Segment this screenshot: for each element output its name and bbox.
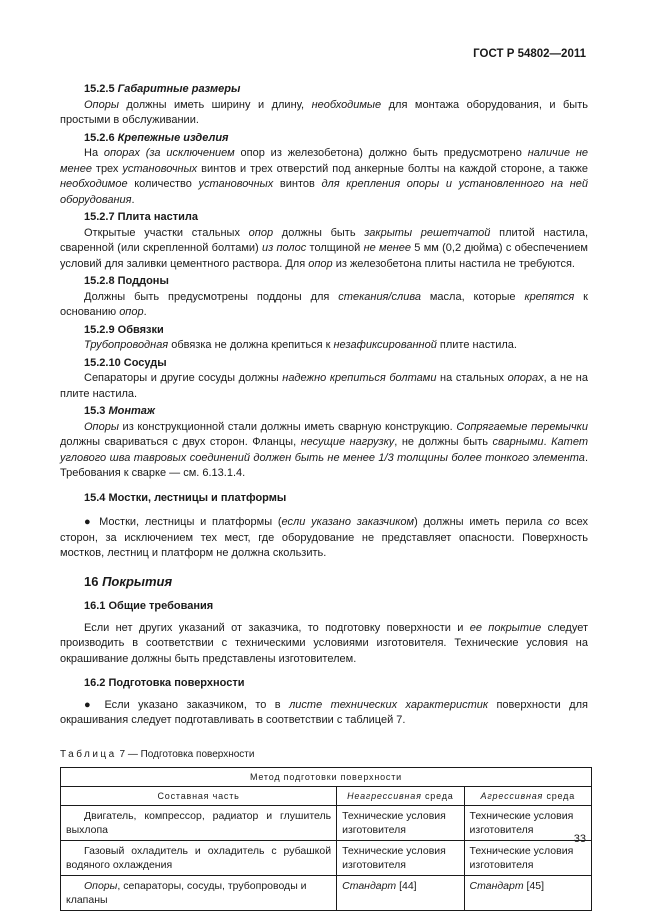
table-row bbox=[61, 841, 592, 876]
paragraph-16-1: Если нет других указаний от заказчика, то подготовку поверхности и ее покрытие следует производить в соответствии с техническими условиями изготовителя. Технические условия на окрашивание должны быть представлены изготовителем. bbox=[60, 621, 588, 665]
paragraph-15-2-8: Должны быть предусмотрены поддоны для стекания/слива масла, которые крепятся к основанию опор. bbox=[60, 290, 588, 318]
paragraph-15-2-9: Трубопроводная обвязка не должна крепиться к незафиксированной плите настила. bbox=[84, 339, 517, 351]
table-cell-aggressive: Стандарт [45] bbox=[464, 876, 591, 911]
page-number: 33 bbox=[573, 833, 586, 845]
heading-15-2-7: 15.2.7 Плита настила bbox=[84, 211, 198, 223]
column-header-part: Составная часть bbox=[61, 787, 337, 806]
paragraph-15-3: Опоры из конструкционной стали должны иметь сварную конструкцию. Сопрягаемые перемычки должны свариваться с двух сторон. Фланцы, несущие нагрузку, не должны быть сварными. Катет углового шва тавровых соединений должен быть не менее 1/3 толщины более тонкого элемента. Требования к сварке — см. 6.13.1.4. bbox=[60, 420, 588, 479]
table-row bbox=[61, 876, 592, 911]
heading-15-3: 15.3 Монтаж bbox=[84, 405, 155, 417]
table-cell-non-aggressive: Технические условия изготовителя bbox=[337, 841, 464, 876]
heading-16: 16 Покрытия bbox=[84, 573, 173, 589]
table-cell-non-aggressive: Технические условия изготовителя bbox=[337, 806, 464, 841]
heading-15-2-8: 15.2.8 Поддоны bbox=[84, 275, 169, 287]
column-header-non-aggressive: Неагрессивная среда bbox=[337, 787, 464, 806]
heading-15-2-10: 15.2.10 Сосуды bbox=[84, 356, 167, 369]
table-row bbox=[61, 806, 592, 841]
paragraph-16-2: ● Если указано заказчиком, то в листе технических характеристик поверхности для окрашивания следует подготавливать в соответствии с таблицей 7. bbox=[60, 698, 588, 726]
table-group-header: Метод подготовки поверхности bbox=[61, 768, 592, 787]
table-header-row bbox=[61, 787, 592, 806]
table-caption: Таблица 7 — Подготовка поверхности bbox=[60, 748, 255, 760]
document-body bbox=[60, 80, 588, 911]
paragraph-15-2-5: Опоры должны иметь ширину и длину, необходимые для монтажа оборудования, и быть простыми в обслуживании. bbox=[60, 98, 588, 126]
table-cell-part: Опоры, сепараторы, сосуды, трубопроводы и клапаны bbox=[61, 876, 337, 911]
table-cell-part: Газовый охладитель и охладитель с рубашкой водяного охлаждения bbox=[61, 841, 337, 876]
table-cell-part: Двигатель, компрессор, радиатор и глушитель выхлопа bbox=[61, 806, 337, 841]
paragraph-15-2-10: Сепараторы и другие сосуды должны надежно крепиться болтами на стальных опорах, а не на плите настила. bbox=[60, 372, 588, 400]
table-cell-aggressive: Технические условия изготовителя bbox=[464, 806, 591, 841]
paragraph-15-2-7: Открытые участки стальных опор должны быть закрыты решетчатой плитой настила, сваренной (или скрепленной болтами) из полос толщиной не менее 5 мм (0,2 дюйма) с обеспечением условий для заливки цементного раствора. Для опор из железобетона плиты настила не требуются. bbox=[60, 226, 588, 270]
paragraph-15-4: ● Мостки, лестницы и платформы (если указано заказчиком) должны иметь перила со всех сторон, за исключением тех мест, где оборудование не представляет опасности. Поверхность мостков, лестниц и платформ не должна скользить. bbox=[60, 516, 588, 559]
table-cell-aggressive: Технические условия изготовителя bbox=[464, 841, 591, 876]
table-cell-non-aggressive: Стандарт [44] bbox=[337, 876, 464, 911]
table-group-header-row bbox=[61, 768, 592, 787]
column-header-aggressive: Агрессивная среда bbox=[464, 787, 591, 806]
document-code: ГОСТ Р 54802—2011 bbox=[473, 48, 586, 60]
heading-15-4: 15.4 Мостки, лестницы и платформы bbox=[84, 491, 287, 504]
heading-15-2-5: 15.2.5 Габаритные размеры bbox=[84, 83, 241, 95]
paragraph-15-2-6: На опорах (за исключением опор из железобетона) должно быть предусмотрено наличие не менее трех установочных винтов и трех отверстий под анкерные болты на каждой стороне, а также необходимое количество установочных винтов для крепления опоры и установленного на ней оборудования. bbox=[60, 147, 588, 206]
heading-16-2: 16.2 Подготовка поверхности bbox=[84, 677, 245, 689]
heading-15-2-9: 15.2.9 Обвязки bbox=[84, 323, 164, 336]
heading-16-1: 16.1 Общие требования bbox=[84, 600, 214, 612]
surface-preparation-table bbox=[60, 767, 592, 911]
heading-15-2-6: 15.2.6 Крепежные изделия bbox=[84, 131, 229, 144]
